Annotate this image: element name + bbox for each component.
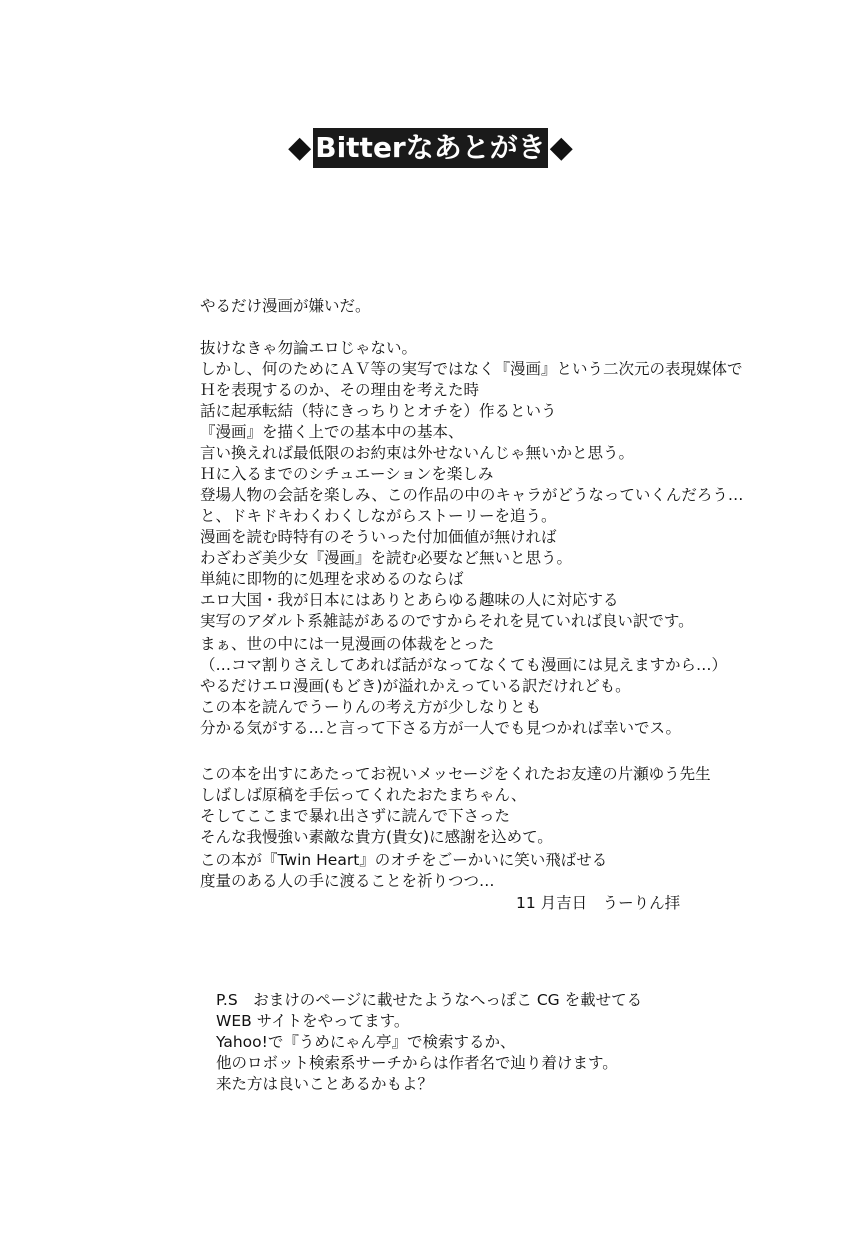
text-line: そんな我慢強い素敵な貴方(貴女)に感謝を込めて。 <box>200 828 553 846</box>
text-line: 実写のアダルト系雑誌があるのですからそれを見ていれば良い訳です。 <box>200 612 694 630</box>
text-line: 『漫画』を描く上での基本中の基本、 <box>200 423 464 441</box>
text-line: この本が『Twin Heart』のオチをごーかいに笑い飛ばせる <box>200 851 608 869</box>
text-line: しばしば原稿を手伝ってくれたおたまちゃん、 <box>200 786 527 804</box>
text-line: 登場人物の会話を楽しみ、この作品の中のキャラがどうなっていくんだろう… <box>200 486 744 504</box>
text-line: と、ドキドキわくわくしながらストーリーを追う。 <box>200 507 557 525</box>
ps-line: 来た方は良いことあるかもよ？ <box>216 1075 434 1093</box>
text-line: 話に起承転結（特にきっちりとオチを）作るという <box>200 402 557 420</box>
paragraph-3 <box>200 464 820 632</box>
ps-line: Yahoo!で『うめにゃん亭』で検索するか、 <box>216 1033 516 1051</box>
text-line: まぁ、世の中には一見漫画の体裁をとった <box>200 635 495 653</box>
text-line: わざわざ美少女『漫画』を読む必要など無いと思う。 <box>200 549 573 567</box>
text-line: Ｈに入るまでのシチュエーションを楽しみ <box>200 465 494 483</box>
postscript <box>216 990 816 1095</box>
title-banner <box>0 128 861 168</box>
text-line: しかし、何のためにＡＶ等の実写ではなく『漫画』という二次元の表現媒体で <box>200 360 743 378</box>
ps-line: P.S おまけのページに載せたようなへっぽこ CG を載せてる <box>216 991 643 1009</box>
paragraph-4 <box>200 634 820 739</box>
text-line: 言い換えれば最低限のお約束は外せないんじゃ無いかと思う。 <box>200 444 635 462</box>
text-line: やるだけ漫画が嫌いだ。 <box>200 297 371 315</box>
text-line: 分かる気がする…と言って下さる方が一人でも見つかれば幸いでス。 <box>200 719 681 737</box>
paragraph-2 <box>200 338 820 464</box>
text-line: 単純に即物的に処理を求めるのならば <box>200 570 464 588</box>
diamond-right-icon: ◆ <box>549 130 573 165</box>
text-line: この本を出すにあたってお祝いメッセージをくれたお友達の片瀬ゆう先生 <box>200 765 711 783</box>
paragraph-6 <box>200 850 820 892</box>
text-line: そしてここまで暴れ出さずに読んで下さった <box>200 807 511 825</box>
signature: 11 月吉日 うーりん拝 <box>516 894 681 912</box>
title-inner <box>288 128 573 168</box>
text-line: 度量のある人の手に渡ることを祈りつつ… <box>200 872 495 890</box>
text-line: やるだけエロ漫画(もどき)が溢れかえっている訳だけれども。 <box>200 677 631 695</box>
text-line: 抜けなきゃ勿論エロじゃない。 <box>200 339 418 357</box>
ps-line: WEB サイトをやってます。 <box>216 1012 410 1030</box>
page-title: Bitterなあとがき <box>313 128 548 168</box>
text-line: 漫画を読む時特有のそういった付加価値が無ければ <box>200 528 557 546</box>
paragraph-1 <box>200 296 820 317</box>
diamond-left-icon: ◆ <box>288 130 312 165</box>
text-line: エロ大国・我が日本にはありとあらゆる趣味の人に対応する <box>200 591 619 609</box>
paragraph-5 <box>200 764 820 848</box>
text-line: Ｈを表現するのか、その理由を考えた時 <box>200 381 480 399</box>
text-line: （…コマ割りさえしてあれば話がなってなくても漫画には見えますから…） <box>200 656 728 674</box>
ps-line: 他のロボット検索系サーチからは作者名で辿り着けます。 <box>216 1054 618 1072</box>
text-line: この本を読んでうーりんの考え方が少しなりとも <box>200 698 542 716</box>
